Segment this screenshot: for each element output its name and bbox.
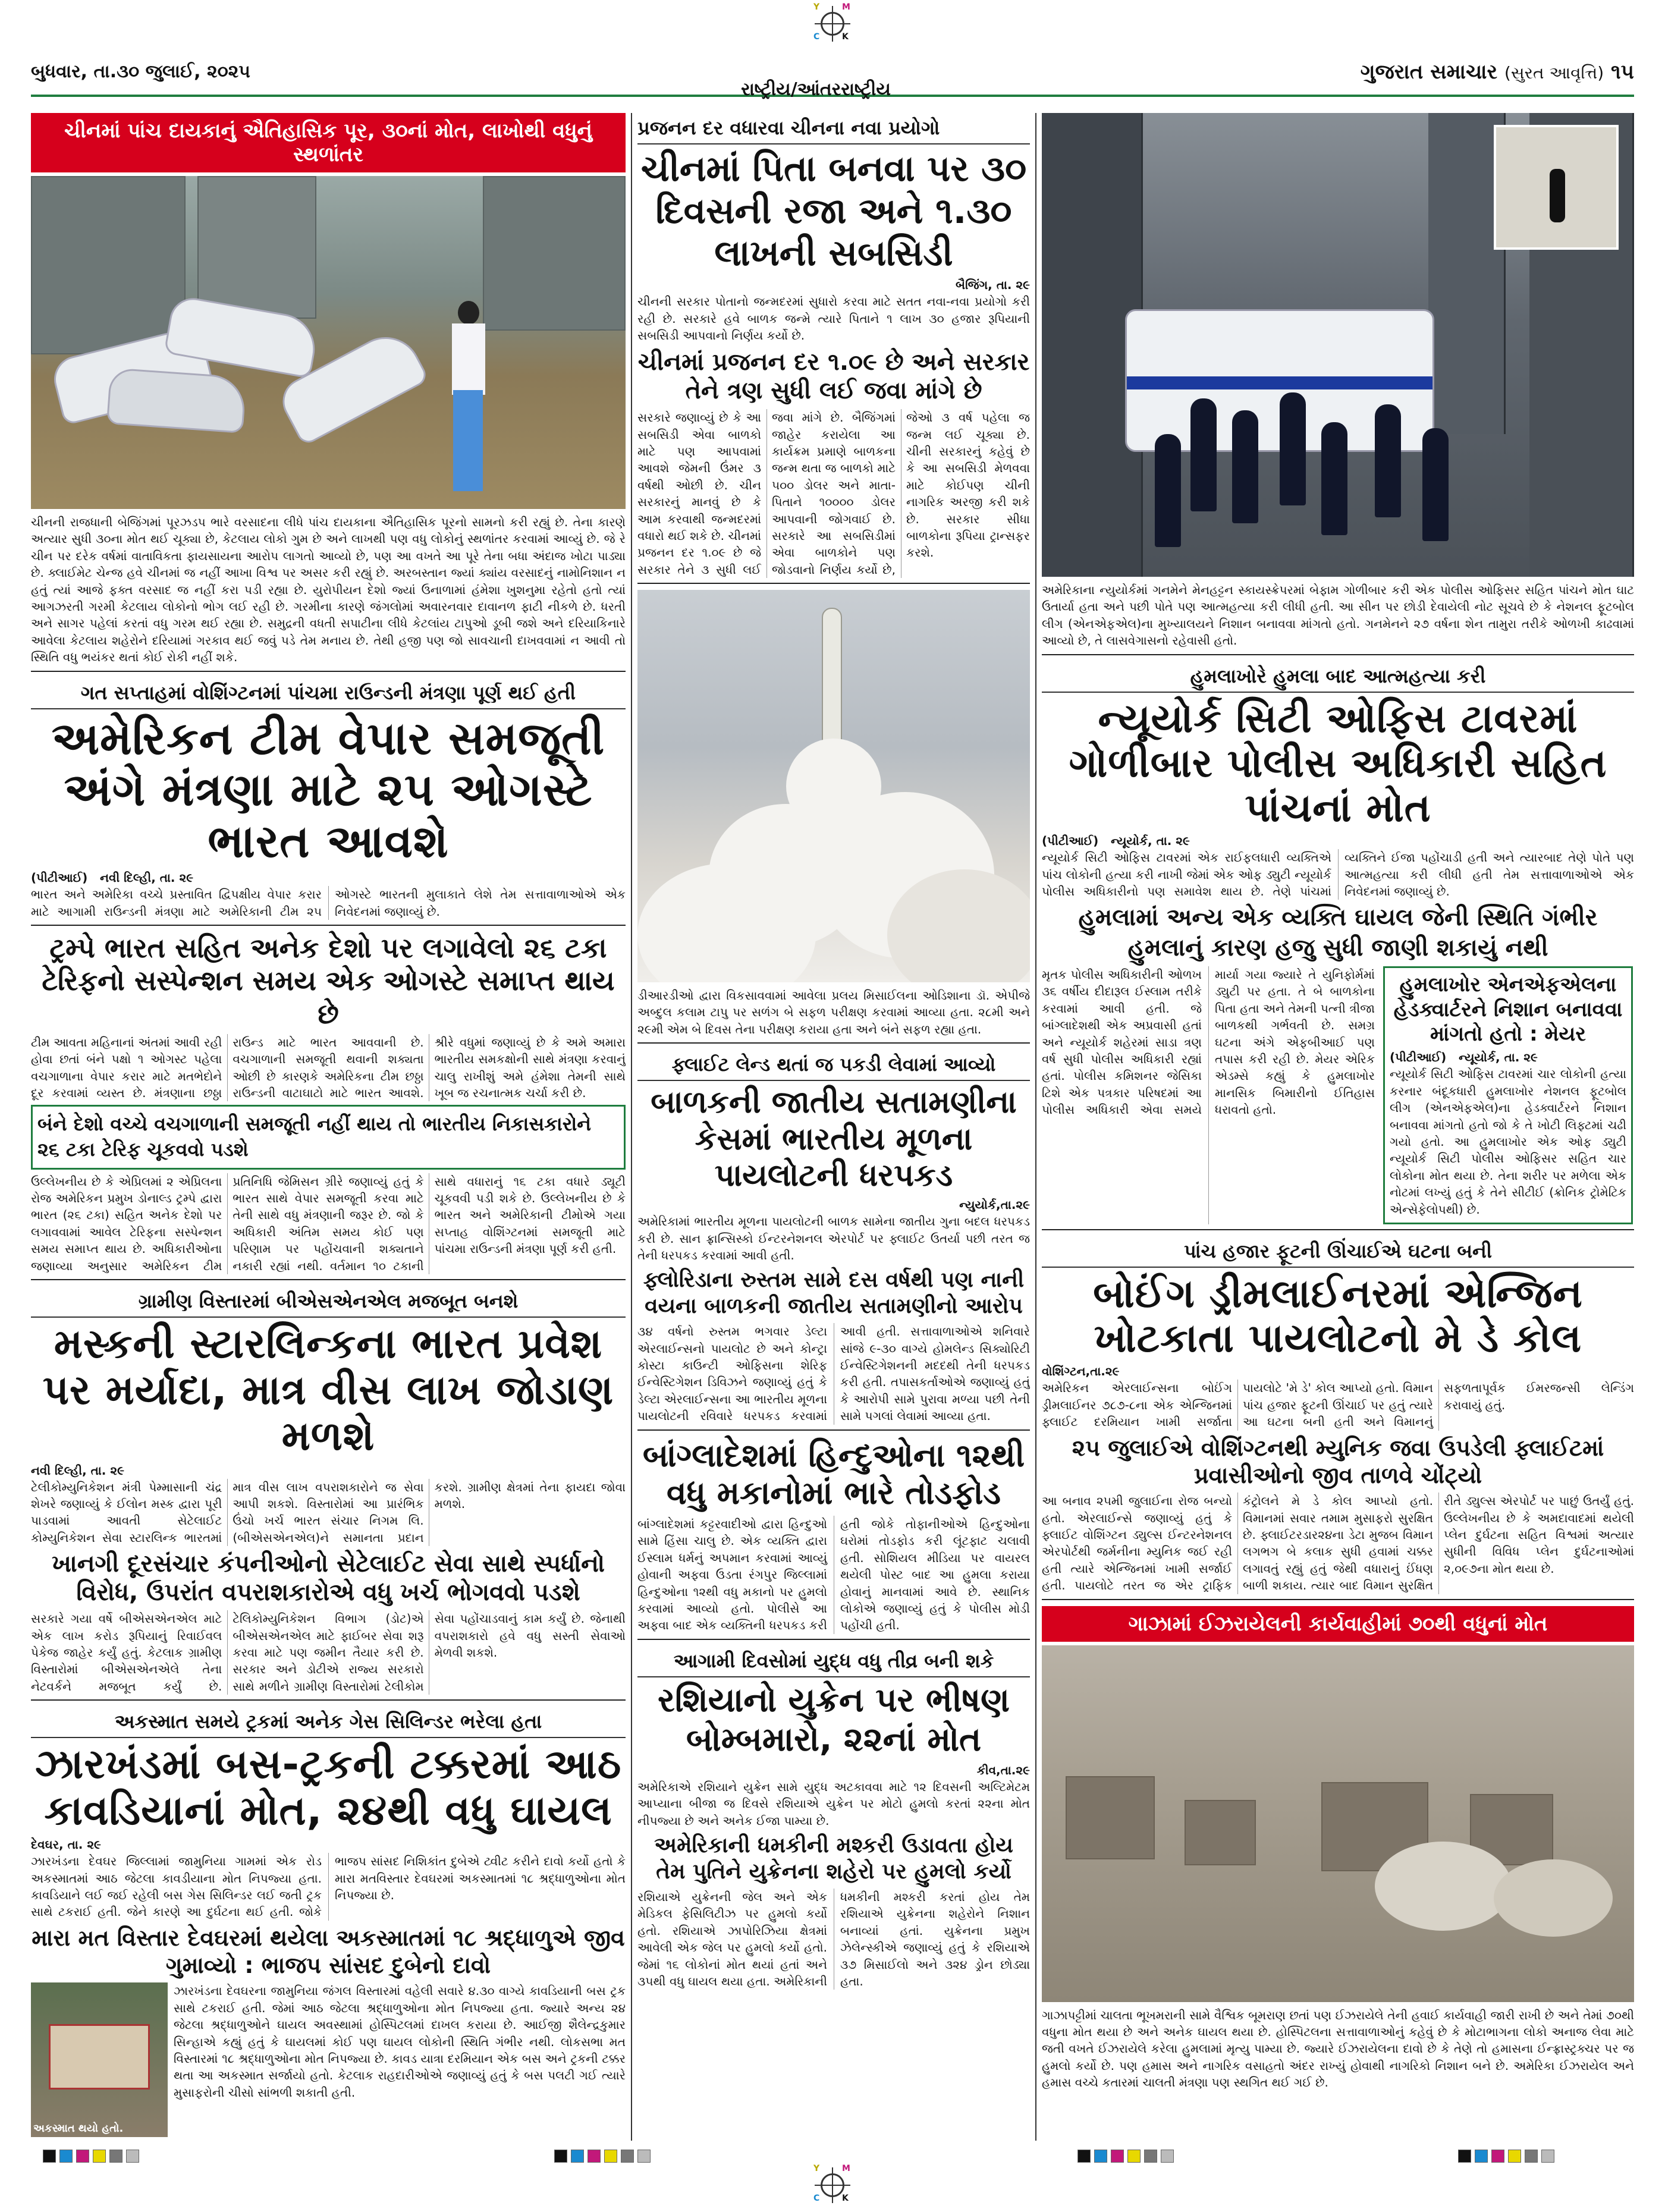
starlink-body-2: સરકારે ગયા વર્ષે બીએસએનએલ માટે એક લાખ કરોડ રૂપિયાનું રિવાઈવલ પેકેજ જાહેર કર્યું હતું. કેટલાક ગ્રામીણ વિસ્તારોમાં બીએસએનએલે તેના નેટવર્કને મજબૂત કર્યું છે. ટેલિકોમ્યુનિકેશન વિભાગ (ડોટ)એ બીએસએનએલ માટે ફાઈબર સેવા શરૂ કરવા માટે પણ જમીન તૈયાર કરી છે. સરકાર અને ડોટીએ રાજ્ય સરકારો સાથે મળીને ગ્રામીણ વિસ્તારોમાં ટેલીકોમ સેવા પહોંચાડવાનું કામ કર્યું છે. જેનાથી વપરાશકારો હવે વધુ સસ્તી સેવાઓ મેળવી શકશે. [31, 1611, 626, 1693]
starlink-dateline: નવી દિલ્હી, તા. ૨૯ [31, 1463, 124, 1478]
starlink-subhead: ખાનગી દૂરસંચાર કંપનીઓનો સેટેલાઈટ સેવા સાથે સ્પર્ધાનો વિરોધ, ઉપરાંત વપરાશકારોએ વધુ ખર્ચ ભોગવવો પડશે [52, 1550, 605, 1607]
ukraine-body: રશિયાએ યુક્રેનની જેલ અને એક મેડિકલ ફેસિલિટીઝ પર હુમલો કર્યો હતો. રશિયાએ ઝાપોરિઝિયા ક્ષેત્રમાં આવેલી એક જેલ પર હુમલો કર્યો હતો. જેમાં ૧૬ લોકોનાં મોત થયાં હતાં અને ૩૫થી વધુ ઘાયલ થયા હતા. અમેરિકાની ધમકીની મશ્કરી કરતાં હોય તેમ રશિયાએ યુક્રેનના શહેરોને નિશાન બનાવ્યાં હતાં. યુક્રેનના પ્રમુખ ઝેલેન્સ્કીએ જણાવ્યું હતું કે રશિયાએ ૩૭ મિસાઈલો અને ૩૨૪ ડ્રોન છોડ્યા હતા. [637, 1889, 1030, 1988]
ukraine-lead: અમેરિકાએ રશિયાને યુક્રેન સામે યુદ્ધ અટકાવવા માટે ૧૨ દિવસની અલ્ટિમેટમ આપ્યાના બીજા જ દિવસે રશિયાએ યુક્રેન પર મોટો હુમલો કરતાં ૨૨ના મોત નીપજ્યા છે અને અનેક ઈજા પામ્યા છે. [637, 1779, 1030, 1828]
pilot-subhead: ફ્લોરિડાના રુસ્તમ સામે દસ વર્ષથી પણ નાની વયના બાળકની જાતીય સતામણીનો આરોપ [643, 1268, 1025, 1319]
nyc-date: ન્યૂયોર્ક, તા. ૨૯ [1111, 834, 1190, 849]
story-pilot [637, 1050, 1030, 1430]
reg-k-label: K [842, 32, 849, 42]
starlink-headline: મસ્કની સ્ટારલિન્કના ભારત પ્રવેશ પર મર્યાદા, માત્ર વીસ લાખ જોડાણ મળશે [42, 1321, 614, 1460]
china-flood-photo [31, 176, 626, 509]
story-missile [637, 590, 1030, 1044]
missile-icon [822, 608, 842, 744]
story-nyc-shooting [1042, 661, 1634, 1230]
newspaper-page [31, 56, 1634, 2153]
starlink-kicker: ગ્રામીણ વિસ્તારમાં બીએસએનએલ મજબૂત બનશે [31, 1286, 626, 1318]
nyc-headline: ન્યૂયોર્ક સિટી ઓફિસ ટાવરમાં ગોળીબાર પોલીસ અધિકારી સહિત પાંચનાં મોત [1069, 695, 1607, 831]
color-swatch [1508, 2150, 1521, 2163]
starlink-body: ટેલીકોમ્યુનિકેશન મંત્રી પેમ્માસાની ચંદ્ર શેખરે જણાવ્યું કે ઈલોન મસ્ક દ્વારા પૂરી પાડવામાં આવતી સેટેલાઈટ કોમ્યુનિકેશન સેવા સ્ટારલિન્ક ભારતમાં માત્ર વીસ લાખ વપરાશકારોને જ સેવા આપી શકશે. વિસ્તારોમાં આ પ્રારંભિક ઉંચો ખર્ચ ભારત સંચાર નિગમ લિ. (બીએસએનએલ)ને સમાનતા પ્રદાન કરશે. ગ્રામીણ ક્ષેત્રમાં તેના ફાયદા જોવા મળશે. [31, 1479, 626, 1545]
registration-mark-bottom [813, 2164, 850, 2203]
color-swatch [1475, 2150, 1488, 2163]
column-rule-2 [1035, 113, 1036, 2141]
china-birth-subhead: ચીનમાં પ્રજનન દર ૧.૦૯ છે અને સરકાર તેને ત્રણ સુધી લઈ જવા માંગે છે [637, 348, 1030, 405]
publication-name: ગુજરાત સમાચાર [1360, 60, 1498, 84]
color-swatch [43, 2150, 56, 2163]
section-title: રાષ્ટ્રીય/આંતરરાષ્ટ્રીય [741, 79, 891, 100]
color-swatch [1094, 2150, 1107, 2163]
edition-label: (સુરત આવૃત્તિ) [1504, 63, 1604, 83]
nyc-box-dateline [1390, 1050, 1626, 1064]
tariff-body: ટીમ આવતા મહિનાનાં અંતમાં આવી રહી હોવા છતાં બંને પક્ષો ૧ ઓગસ્ટ પહેલા વચગાળાના વેપાર કરાર માટે મતભેદોને દૂર કરવામાં વ્યસ્ત છે. મંત્રણાના છઠ્ઠા રાઉન્ડ માટે ભારત આવવાની છે. વચગાળાની સમજૂતી થવાની શક્યતા ઓછી છે કારણકે અમેરિકના ટીમ છઠ્ઠા રાઉન્ડની વાટાઘાટો માટે ભારત આવશે. શ્રીરે વધુમાં જણાવ્યું છે કે અમે અમારા ભારતીય સમકક્ષોની સાથે મંત્રણા કરવાનું ચાલુ રાખીશું અમે હંમેશા તેમની સાથે ખૂબ જ રચનાત્મક ચર્ચા કરી છે. [31, 1035, 626, 1100]
tariff-headline: ટ્રમ્પે ભારત સહિત અનેક દેશો પર લગાવેલો ૨૬ ટકા ટેરિફનો સસ્પેન્શન સમય એક ઓગસ્ટે સમાપ્ત થાય છે [42, 932, 615, 1030]
color-control-strip [31, 2150, 1634, 2164]
story-china-birth [637, 113, 1030, 584]
nyc-box-headline: હુમલાખોર એનએફએલના હેડક્વાર્ટરને નિશાન બનાવવા માંગતો હતો : મેયર [1393, 973, 1623, 1046]
nyc-box-date: ન્યૂયોર્ક, તા. ૨૯ [1459, 1050, 1538, 1065]
color-swatch [604, 2150, 617, 2163]
boeing-headline: બોઈંગ ડ્રીમલાઈનરમાં એન્જિન ખોટકાતા પાયલોટનો મે ડે કોલ [1093, 1270, 1583, 1362]
page-header [31, 56, 1634, 100]
color-swatch [1144, 2150, 1157, 2163]
us-trade-dateline [31, 871, 626, 885]
reg-k-label: K [842, 2194, 849, 2203]
story-china-flood [31, 113, 626, 672]
ukraine-headline: રશિયાનો યુક્રેન પર ભીષણ બોમ્બમારો, ૨૨નાં મોત [658, 1680, 1010, 1759]
nyc-lead: ન્યૂયોર્ક સિટી ઓફિસ ટાવરમાં એક રાઈફલધારી વ્યક્તિએ પાંચ લોકોની હત્યા કરી નાખી જેમાં એક ઓફ ડ્યુટી ન્યૂયોર્ક પોલીસ અધિકારીનો પણ સમાવેશ થાય છે. તેણે પાંચમાં વ્યક્તિને ઈજા પહોંચાડી હતી અને ત્યારબાદ તેણે પોતે પણ આત્મહત્યા કરી લીધી હતી તેમ સત્તાવાળાઓએ એક નિવેદનમાં જણાવ્યું છે. [1042, 850, 1634, 899]
china-flood-banner: ચીનમાં પાંચ દાયકાનું ઐતિહાસિક પૂર, ૩૦નાં મોત, લાખોથી વધુનું સ્થળાંતર [31, 113, 626, 172]
gaza-caption: ગાઝાપટ્ટીમાં ચાલતા ભૂખમરાની સામે વૈશ્વિક બૂમરાણ છતાં પણ ઈઝરાયેલે તેની હવાઈ કાર્યવાહી જારી રાખી છે અને તેમાં ૭૦થી વધુના મોત થયા છે અને અનેક ઘાયલ થયા છે. હોસ્પિટલના સત્તાવાળાઓનું કહેવું છે કે મોટાભાગના લોકો અનાજ લેવા માટે જતી વખતે ઈઝરાયેલે કરેલા હુમલામાં મૃત્યુ પામ્યા છે. જ્યારે ઈઝરાયેલના દાવો છે કે તેણે તો હમાસના ઈન્ફ્રાસ્ટ્રક્ચર પર જ હુમલો કર્યો છે. પણ હમાસ અને નાગરિક વસાહતો અંદર રાખ્યું હોવાથી નાગરિકો નિશાન બને છે. અમેરિકા ઈઝરાયેલ અને હમાસ વચ્ચે કતારમાં ચાલતી મંત્રણા પણ સ્થગિત થઈ ગઈ છે. [1042, 2007, 1634, 2090]
reg-y-label: Y [813, 2164, 820, 2173]
ukraine-subhead: અમેરિકાની ધમકીની મશ્કરી ઉડાવતા હોય તેમ પુતિને યુક્રેનના શહેરો પર હુમલો કર્યો [654, 1833, 1013, 1884]
us-trade-agency: (પીટીઆઈ) [31, 871, 88, 885]
column-rule-1 [631, 113, 632, 2141]
color-swatch [93, 2150, 106, 2163]
color-swatch [109, 2150, 122, 2163]
gaza-banner: ગાઝામાં ઈઝરાયેલની કાર્યવાહીમાં ૭૦થી વધુનાં મોત [1042, 1606, 1634, 1642]
nyc-shooting-photo [1042, 113, 1634, 577]
nyc-box-body: ન્યૂયોર્ક સિટી ઓફિસ ટાવરમાં ચાર લોકોની હત્યા કરનાર બંદૂકધારી હુમલાખોર નેશનલ ફૂટબોલ લીગ (એનએફએલ)ના હેડક્વાર્ટરને નિશાન બનાવવા માંગતો હતો જો કે તે ખોટી લિફ્ટમાં ચઢી ગયો હતો. આ હુમલાખોર એક ઓફ ડ્યુટી ન્યૂયોર્ક સિટી પોલીસ ઓફિસર સહિત ચાર લોકોના મોત થયા છે. તેના શરીર પર મળેલા એક નોટમાં લખ્યું હતું કે તેને સીટીઈ (ક્રોનિક ટ્રોમેટિક એન્સેફેલોપથી) છે. [1390, 1067, 1626, 1217]
color-swatch [1127, 2150, 1141, 2163]
column-left [31, 113, 626, 2141]
jharkhand-body: ઝારખંડના દેવઘર જિલ્લામાં જામુનિયા ગામમાં એક રોડ અકસ્માતમાં આઠ જેટલા કાવડીયાના મોત નિપજ્યા હતા. કાવડિયાને લઈ જઈ રહેલી બસ ગેસ સિલિન્ડર લઈ જતી ટ્રક સાથે ટકરાઈ હતી. જેને કારણે આ દુર્ઘટના થઈ હતી. જોકે ભાજપ સાંસદ નિશિકાંત દુબેએ ટ્વીટ કરીને દાવો કર્યો હતો કે મારા મતવિસ્તાર દેવઘરમાં અકસ્માતમાં ૧૮ શ્રદ્ધાળુઓના મોત નિપજ્યા છે. [31, 1854, 626, 1919]
color-swatch [1491, 2150, 1504, 2163]
color-swatch [1541, 2150, 1554, 2163]
pilot-kicker: ફ્લાઈટ લેન્ડ થતાં જ પકડી લેવામાં આવ્યો [637, 1050, 1030, 1081]
tariff-body-2: ઉલ્લેખનીય છે કે એપ્રિલમાં ૨ એપ્રિલના રોજ અમેરિકન પ્રમુખ ડોનાલ્ડ ટ્રમ્પે દ્વારા ભારત (૨૬ ટકા) સહિત અનેક દેશો પર લગાવવામાં આવેલ ટેરિફના સસ્પેન્શન સમય સમાપ્ત થાય છે. અધિકારીઓના જણાવ્યા અનુસાર અમેરિકન ટીમ પ્રતિનિધિ જેમિસન ગ્રીરે જણાવ્યું હતું કે ભારત સાથે વેપાર સમજૂતી કરવા માટે તેની સાથે વધુ મંત્રણાની જરૂર છે. જો કે અધિકારી અંતિમ સમય કોઈ પણ પરિણામ પર પહોંચવાની શક્યતાને નકારી રહ્યાં નથી. વર્તમાન ૧૦ ટકાની સાથે વધારાનું ૧૬ ટકા વધારે ડ્યૂટી ચૂકવવી પડી શકે છે. ઉલ્લેખનીય છે કે ભારત અને અમેરિકાની ટીમોએ ગયા સપ્તાહ વોશિંગ્ટનમાં સમજૂતી માટે પાંચમા રાઉન્ડની મંત્રણા પૂર્ણ કરી હતી. [31, 1174, 626, 1273]
boeing-kicker: પાંચ હજાર ફૂટની ઊંચાઈએ ઘટના બની [1042, 1236, 1634, 1268]
nyc-photo-caption: અમેરિકાના ન્યુયોર્કમાં ગનમેને મેનહટ્ટન સ્કાયસ્ક્રેપરમાં બેફામ ગોળીબાર કરી એક પોલીસ ઓફિસર સહિત પાંચને મોત ઘાટ ઉતાર્યા હતા અને પછી પોતે પણ આત્મહત્યા કરી લીધી હતી. આ સીન પર છોડી દેવાયેલી નોટ સૂચવે છે કે નેશનલ ફૂટબોલ લીગ (એનએફએલ)ના મુખ્યાલયને નિશાન બનાવવા માંગતો હતો. ગનમેનને ૨૭ વર્ષના શેન તામુરા તરીકે ઓળખી કાઢવામાં આવ્યો છે, તે લાસવેગાસનો રહેવાસી હતો. [1042, 583, 1634, 648]
us-trade-kicker: ગત સપ્તાહમાં વોશિંગ્ટનમાં પાંચમા રાઉન્ડની મંત્રણા પૂર્ણ થઈ હતી [31, 678, 626, 709]
story-jharkhand [31, 1707, 626, 2135]
story-boeing [1042, 1236, 1634, 1600]
jharkhand-crash-photo [31, 1982, 168, 2137]
boeing-body: આ બનાવ ૨૫મી જુલાઈના રોજ બન્યો હતો. એરલાઈન્સે જણાવ્યું હતું કે ફ્લાઈટ વોશિંગ્ટન ડ્યુલ્સ ઈન્ટરનેશનલ એરપોર્ટથી જર્મનીના મ્યુનિક જઈ રહી હતી ત્યારે એન્જિનમાં ખામી સર્જાઈ હતી. પાયલોટે તરત જ એર ટ્રાફિક કંટ્રોલને મે ડે કોલ આપ્યો હતો. વિમાનમાં સવાર તમામ મુસાફરો સુરક્ષિત છે. ફ્લાઈટરડાર૨૪ના ડેટા મુજબ વિમાન લગભગ બે કલાક સુધી હવામાં ચક્કર લગાવતું રહ્યું હતું જેથી વધારાનું ઈંધણ બાળી શકાય. ત્યાર બાદ વિમાન સુરક્ષિત રીતે ડ્યુલ્સ એરપોર્ટ પર પાછું ઉતર્યું હતું. ઉલ્લેખનીય છે કે અમદાવાદમાં થયેલી પ્લેન દુર્ઘટના સહિત વિશ્વમાં અત્યાર સુધીની વિવિધ પ્લેન દુર્ઘટનાઓમાં ૨,૦૯૭ના મોત થયા છે. [1042, 1494, 1634, 1593]
color-swatch [1525, 2150, 1538, 2163]
jharkhand-subhead: મારા મત વિસ્તાર દેવઘરમાં થયેલા અકસ્માતમાં ૧૮ શ્રદ્ધાળુએ જીવ ગુમાવ્યો : ભાજપ સાંસદ દુબેનો દાવો [32, 1924, 625, 1979]
china-birth-kicker: પ્રજનન દર વધારવા ચીનના નવા પ્રયોગો [637, 113, 1030, 144]
color-swatch [1077, 2150, 1091, 2163]
header-date: બુધવાર, તા.૩૦ જુલાઈ, ૨૦૨૫ [31, 61, 251, 82]
nyc-dateline [1042, 834, 1634, 848]
story-us-trade [31, 678, 626, 926]
color-swatch [1161, 2150, 1174, 2163]
jharkhand-dateline: દેવઘર, તા. ૨૯ [31, 1837, 101, 1852]
page-number: ૧૫ [1611, 60, 1634, 84]
boeing-dateline: વોશિંગ્ટન,તા.૨૯ [1042, 1364, 1120, 1379]
tariff-highlight-box: બંને દેશો વચ્ચે વચગાળાની સમજૂતી નહીં થાય તો ભારતીય નિકાસકારોને ૨૬ ટકા ટેરિફ ચૂકવવો પડશે [31, 1105, 626, 1169]
color-swatch [76, 2150, 89, 2163]
color-swatch [588, 2150, 601, 2163]
story-bangladesh [637, 1437, 1030, 1640]
color-swatch [637, 2150, 651, 2163]
nyc-subhead-1: હુમલામાં અન્ય એક વ્યક્તિ ઘાયલ જેની સ્થિતિ ગંભીર [1078, 904, 1598, 932]
column-right [1042, 113, 1634, 2141]
nyc-subhead-2: હુમલાનું કારણ હજુ સુધી જાણી શકાયું નથી [1127, 934, 1548, 962]
reg-m-label: M [842, 2, 850, 12]
pilot-lead: અમેરિકામાં ભારતીય મૂળના પાયલોટની બાળક સામેના જાતીય ગુના બદલ ધરપકડ કરી છે. સાન ફ્રાન્સિસ્કો ઈન્ટરનેશનલ એરપોર્ટ પર ફ્લાઈટ ઉતર્યા પછી તરત જ તેની ધરપકડ કરવામાં આવી હતી. [637, 1214, 1030, 1263]
pilot-headline: બાળકની જાતીય સતામણીના કેસમાં ભારતીય મૂળના પાયલોટની ધરપકડ [651, 1085, 1017, 1193]
reg-c-label: C [813, 2194, 820, 2203]
color-swatch [1111, 2150, 1124, 2163]
reg-m-label: M [842, 2164, 850, 2173]
ukraine-kicker: આગામી દિવસોમાં યુદ્ધ વધુ તીવ્ર બની શકે [637, 1646, 1030, 1677]
boeing-lead: અમેરિકન એરલાઈન્સના બોઈંગ ડ્રીમલાઈનર ૭૮૭-૮ના એક એન્જિનમાં ફ્લાઈટ દરમિયાન ખામી સર્જાતા પાયલોટે 'મે ડે' કોલ આપ્યો હતો. વિમાન પાંચ હજાર ફૂટની ઊંચાઈ પર હતું ત્યારે આ ઘટના બની હતી અને વિમાનનું સફળતાપૂર્વક ઈમરજન્સી લેન્ડિંગ કરાવાયું હતું. [1042, 1381, 1634, 1429]
color-swatch [1458, 2150, 1471, 2163]
boeing-subhead: ૨૫ જુલાઈએ વોશિંગ્ટનથી મ્યુનિક જવા ઉપડેલી ફ્લાઈટમાં પ્રવાસીઓનો જીવ તાળવે ચોંટ્યો [1072, 1434, 1604, 1488]
person-in-floodwater [447, 301, 489, 491]
jharkhand-body-2: ઝારખંડના દેવઘરના જામુનિયા જંગલ વિસ્તારમાં વહેલી સવારે ૪.૩૦ વાગ્યે કાવડિયાની બસ ટ્રક સાથે ટકરાઈ હતી. જેમાં આઠ જેટલા શ્રદ્ધાળુઓના મોત નિપજ્યા હતા. જ્યારે અન્ય ૨૪ જેટલા શ્રદ્ધાળુઓને ઘાયલ અવસ્થામાં હોસ્પિટલમાં દાખલ કરાયા છે. આઈજી શૈલેન્દ્રકુમાર સિન્હાએ કહ્યું હતું કે ઘાયલમાં કોઈ પણ ઘાયલ લોકોની સ્થિતિ ગંભીર નથી. લોકસભા મત વિસ્તારમાં ૧૮ શ્રદ્ધાળુઓના મોત નિપજ્યા છે. કાવડ યાત્રા દરમિયાન એક બસ અને ટ્રકની ટક્કર થતા આ અકસ્માત સર્જાયો હતો. કેટલાક રાહદારીઓએ જણાવ્યું હતું કે બસ પલટી ગઈ ત્યારે મુસાફરોની ચીસો સાંભળી શકાતી હતી. [174, 1984, 626, 2100]
publication-masthead [1361, 60, 1634, 84]
color-swatch [59, 2150, 73, 2163]
story-nyc-photo [1042, 113, 1634, 655]
color-swatch [571, 2150, 584, 2163]
nyc-body-row [1042, 966, 1634, 1224]
color-swatch [554, 2150, 567, 2163]
pilot-body: ૩૪ વર્ષનો રુસ્તમ ભગવાર ડેલ્ટા એરલાઈન્સનો પાયલોટ છે અને કોન્ટ્રા કોસ્ટા કાઉન્ટી ઓફિસના શેરિફ ઈન્વેસ્ટિગેશન ડિવિઝને જણાવ્યું હતું કે ડેલ્ટા એરલાઈન્સના આ ભારતીય મૂળના પાયલોટની રવિવારે ધરપકડ કરવામાં આવી હતી. સત્તાવાળાઓએ શનિવારે સાંજે ૯-૩૦ વાગ્યે હોમલેન્ડ સિક્યોરિટી ઈન્વેસ્ટિગેશનની મદદથી તેની ધરપકડ કરી હતી. તપાસકર્તાઓએ જણાવ્યું હતું કે આરોપી સામે પુરાવા મળ્યા પછી તેની સામે પગલાં લેવામાં આવ્યા હતા. [637, 1324, 1030, 1424]
gunman-inset-photo [1494, 125, 1619, 250]
nyc-sidebar-box [1383, 966, 1633, 1224]
pilot-dateline: ન્યુયોર્ક,તા.૨૯ [959, 1198, 1030, 1212]
nyc-box-agency: (પીટીઆઈ) [1390, 1050, 1447, 1065]
story-starlink [31, 1286, 626, 1701]
china-birth-lead: ચીનની સરકાર પોતાનો જન્મદરમાં સુધારો કરવા માટે સતત નવા-નવા પ્રયોગો કરી રહી છે. સરકારે હવે બાળક જન્મે ત્યારે પિતાને ૧ લાખ ૩૦ હજાર રૂપિયાની સબસિડી આપવાનો નિર્ણય કર્યો છે. [637, 294, 1030, 343]
china-birth-body: સરકારે જણાવ્યું છે કે આ સબસિડી એવા બાળકો માટે પણ આપવામાં આવશે જેમની ઉંમર ૩ વર્ષથી ઓછી છે. ચીન સરકારનું માનવું છે કે આમ કરવાથી જન્મદરમાં વધારો થઈ શકે છે. ચીનમાં પ્રજનન દર ૧.૦૯ છે જે સરકાર તેને ૩ સુધી લઈ જવા માંગે છે. બૈજિંગમાં જાહેર કરાયેલા આ કાર્યક્રમ પ્રમાણે બાળકના જન્મ થતા જ બાળકો માટે ૫૦૦ ડોલર અને માતા-પિતાને ૧૦૦૦૦ ડોલર આપવાની જોગવાઈ છે. સરકારે આ સબસિડીમાં એવા બાળકોને પણ જોડવાનો નિર્ણય કર્યો છે, જેઓ ૩ વર્ષ પહેલા જ જન્મ લઈ ચૂક્યા છે. ચીની સરકારનું કહેવું છે કે આ સબસિડી મેળવવા માટે કોઈપણ ચીની નાગરિક અરજી કરી શકે છે. સરકાર સીધા બાળકોના રૂપિયા ટ્રાન્સફર કરશે. [637, 410, 1030, 577]
color-swatch [126, 2150, 139, 2163]
jharkhand-kicker: અકસ્માત સમયે ટ્રકમાં અનેક ગેસ સિલિન્ડર ભરેલા હતા [31, 1707, 626, 1738]
china-birth-dateline: બૈજિંગ, તા. ૨૯ [956, 278, 1030, 293]
us-trade-headline: અમેરિકન ટીમ વેપાર સમજૂતી અંગે મંત્રણા માટે ૨૫ ઓગસ્ટે ભારત આવશે [51, 711, 605, 868]
nyc-agency: (પીટીઆઈ) [1042, 834, 1099, 849]
china-birth-headline: ચીનમાં પિતા બનવા પર ૩૦ દિવસની રજા અને ૧.૩૦ લાખની સબસિડી [640, 148, 1027, 274]
gaza-rubble-photo [1042, 1645, 1634, 2002]
story-ukraine [637, 1646, 1030, 1994]
reg-c-label: C [813, 32, 820, 42]
jharkhand-headline: ઝારખંડમાં બસ-ટ્રકની ટક્કરમાં આઠ કાવડિયાનાં મોત, ૨૪થી વધુ ઘાયલ [34, 1741, 622, 1834]
bangladesh-headline: બાંગ્લાદેશમાં હિન્દુઓના ૧૨થી વધુ મકાનોમાં ભારે તોડફોડ [642, 1436, 1025, 1512]
ukraine-dateline: કીવ,તા.૨૯ [976, 1762, 1030, 1777]
missile-caption: ડીઆરડીઓ દ્વારા વિકસાવવામાં આવેલા પ્રલય મિસાઈલના ઓડિશાના ડૉ. એપીજે અબ્દુલ કલામ ટાપુ પર સળંગ બે સફળ પરીક્ષણ કરવામાં આવ્યા હતા. ૨૮મી અને ૨૯મી એમ બે દિવસ તેના પરીક્ષણ કરાયા હતા અને બંને સફળ રહ્યા હતા. [637, 988, 1030, 1036]
registration-mark-top [813, 2, 850, 42]
jharkhand-photo-caption: અકસ્માત થયો હતો. [33, 2122, 124, 2135]
story-gaza [1042, 1606, 1634, 2096]
china-flood-caption: ચીનની રાજધાની બેજિંગમાં પૂરઝડપ ભારે વરસાદના લીધે પાંચ દાયકાના ઐતિહાસિક પૂરનો સામનો કરી રહ્યું છે. તેના કારણે અત્યાર સુધી ૩૦ના મોત થઈ ચૂક્યા છે, કેટલાય લોકો ગુમ છે અને લાખથી પણ વધુ લોકોનું સ્થળાંતર કરવામાં આવ્યું છે. જે રે ચીન પર દરેક વર્ષમાં વાતાવિકતા ફાયસાયના આરોપ લાગતો આવ્યો છે, પણ આ વખતે આ પૂરે તેના બધા અંદાજ ખોટા પાડ્યા છે. ક્લાઈમેટ ચેન્જ હવે ચીનમાં જ નહીં આખા વિશ્વ પર અસર કરી રહ્યું છે. અરબસ્તાન જ્યાં ક્યાંય વરસાદનું નામોનિશાન ન હતું ત્યાં આજે ફક્ત વરસાદ જ નહીં કરા પડી રહ્યા છે. યુરોપીયન દેશો જ્યાં ઉનાળામાં હંમેશા ખુશનુમા રહેતો હતો ત્યાં આગઝરતી ગરમી કેટલાય લોકોનો ભોગ લઈ રહી છે. ગરમીના કારણે જંગલોમાં અવારનવાર દાવાનળ ફાટી નીકળે છે. ધરતી અને સાગર પહેલાં કરતાં વધુ ગરમ થઈ રહ્યા છે. સમુદ્રની વધતી સપાટીના લીધે કેટલાંય ટાપુઓ ડૂબી જશે અને દરિયાકિનારે આવેલા કેટલાય શહેરોને દરિયામાં ગરકાવ થઈ જવું પડે તેમ મનાય છે. તેથી હજી પણ જો સાવચાની દાખવવામાં ન આવી તો સ્થિતિ વધુ ભયંકર થતાં કોઈ રોકી નહીં શકે. [31, 515, 626, 665]
reg-y-label: Y [813, 2, 820, 12]
bangladesh-body: બાંગ્લાદેશમાં કટ્ટરવાદીઓ દ્વારા હિન્દુઓ સામે હિંસા ચાલુ છે. એક વ્યક્તિ દ્વારા ઈસ્લામ ધર્મનું અપમાન કરવામાં આવ્યું હોવાની અફવા ઉડતા રંગપુર જિલ્લામાં હિન્દુઓના ૧૨થી વધુ મકાનો પર હુમલો કરવામાં આવ્યો હતો. પોલીસે આ અફવા બાદ એક વ્યક્તિની ધરપકડ કરી હતી જોકે તોફાનીઓએ હિન્દુઓના ઘરોમાં તોડફોડ કરી લૂંટફાટ ચલાવી હતી. સોશિયલ મીડિયા પર વાયરલ થયેલી પોસ્ટ બાદ આ હુમલા કરાયા હોવાનું માનવામાં આવે છે. સ્થાનિક લોકોએ જણાવ્યું હતું કે પોલીસ મોડી પહોંચી હતી. [637, 1517, 1030, 1633]
story-tariff [31, 932, 626, 1280]
us-trade-date: નવી દિલ્હી, તા. ૨૯ [100, 871, 194, 885]
color-swatch [621, 2150, 634, 2163]
us-trade-body: ભારત અને અમેરિકા વચ્ચે પ્રસ્તાવિત દ્વિપક્ષીય વેપાર કરાર માટે આગામી રાઉન્ડની મંત્રણા માટે અમેરિકાની ટીમ ૨૫ ઓગસ્ટે ભારતની મુલાકાતે લેશે તેમ સત્તાવાળાઓએ એક નિવેદનમાં જણાવ્યું છે. [31, 887, 626, 919]
column-middle [637, 113, 1030, 2141]
missile-test-photo [637, 590, 1030, 982]
nyc-kicker: હુમલાખોરે હુમલા બાદ આત્મહત્યા કરી [1042, 661, 1634, 693]
nyc-body: મૃતક પોલીસ અધિકારીની ઓળખ ૩૬ વર્ષીય દીદારૂલ ઈસ્લામ તરીકે કરવામાં આવી હતી. જે બાંગ્લાદેશથી એક અપ્રવાસી હતાં અને ન્યૂયોર્ક શહેરમાં સાડા ત્રણ વર્ષ સુધી પોલીસ અધિકારી રહ્યાં હતાં. પોલીસ કમિશનર જેસિકા ટિશે એક પત્રકાર પરિષદમાં આ પોલીસ અધિકારી એવા સમયે માર્યા ગયા જ્યારે તે યુનિફોર્મમાં ડ્યુટી પર હતા. તે બે બાળકોના પિતા હતા અને તેમની પત્ની ત્રીજા બાળકથી ગર્ભવતી છે. સમગ્ર ઘટના અંગે એફબીઆઈ પણ તપાસ કરી રહી છે. મેયર એરિક એડમ્સે કહ્યું કે હુમલાખોર માનસિક બિમારીનો ઈતિહાસ ધરાવતો હતો. [1042, 967, 1375, 1117]
